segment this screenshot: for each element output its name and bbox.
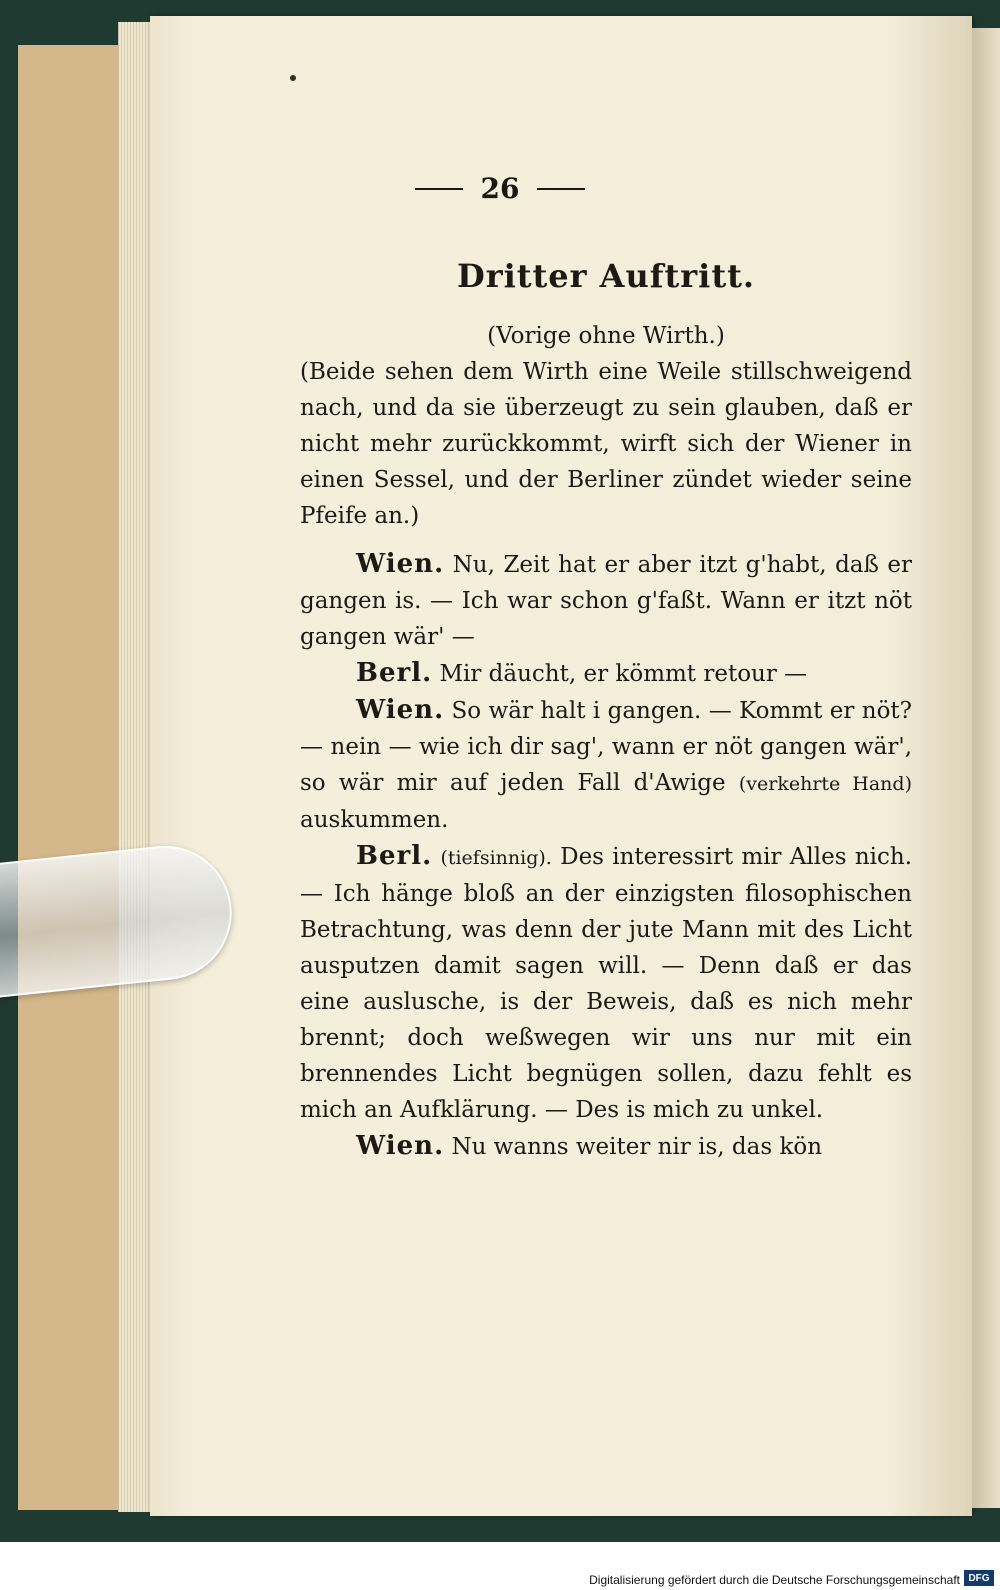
dialogue-line xyxy=(300,655,912,692)
dialogue-line xyxy=(300,546,912,655)
speaker-name: Berl. xyxy=(356,841,433,871)
speaker-name: Wien. xyxy=(356,1131,445,1161)
aside: (tiefsinnig). xyxy=(440,847,552,869)
next-page-edge xyxy=(972,28,1000,1508)
stage-direction: (Vorige ohne Wirth.) xyxy=(487,323,725,349)
aside: (verkehrte Hand) xyxy=(738,773,912,795)
dialogue-line xyxy=(300,1128,912,1165)
dialogue-line xyxy=(300,838,912,1128)
speaker-name: Wien. xyxy=(356,549,445,579)
dialogue-text: Nu, Zeit hat er aber itzt g'habt, daß er gangen is. — Ich war schon g'faßt. Wann er itzt nöt gangen wär' — xyxy=(300,552,913,650)
dialogue-text: Mir däucht, er kömmt retour — xyxy=(439,661,808,687)
dialogue-text: auskummen. xyxy=(300,807,449,833)
page-number-value: 26 xyxy=(480,172,520,205)
ink-spot xyxy=(290,75,296,81)
page-text xyxy=(300,258,912,1165)
speaker-name: Berl. xyxy=(356,658,433,688)
dash-left xyxy=(415,188,463,190)
dfg-logo: DFG xyxy=(964,1570,994,1586)
dialogue-text: Nu wanns weiter nir is, das kön xyxy=(451,1134,823,1160)
stage-direction: (Beide sehen dem Wirth eine Weile stillschweigend nach, und da sie überzeugt zu sein glauben, daß er nicht mehr zurückkommt, wirft sich der Wiener in einen Sessel, und der Berliner zündet wieder seine Pfeife an.) xyxy=(300,359,912,529)
dialogue-text: So wär halt i gangen. — Kommt er nöt? — nein — wie ich dir sag', wann er nöt gangen wär', so wär mir auf jeden Fall d'Awige xyxy=(300,698,912,796)
scene-heading: Dritter Auftritt. xyxy=(456,257,756,295)
dialogue-line xyxy=(300,692,912,838)
page-number xyxy=(0,172,1000,205)
dash-right xyxy=(537,188,585,190)
funding-credit: Digitalisierung gefördert durch die Deutsche Forschungsgemeinschaft xyxy=(589,1573,960,1587)
dialogue-text: Des interessirt mir Alles nich. — Ich hänge bloß an der einzigsten filosophischen Betrachtung, was denn der jute Mann mit des Licht ausputzen damit sagen will. — Denn daß er das eine auslusche, is der Beweis, daß es nich mehr brennt; doch weßwegen wir uns nur mit ein brennendes Licht begnügen sollen, dazu fehlt es mich an Aufklärung. — Des is mich zu unkel. xyxy=(300,844,912,1123)
speaker-name: Wien. xyxy=(356,695,445,725)
